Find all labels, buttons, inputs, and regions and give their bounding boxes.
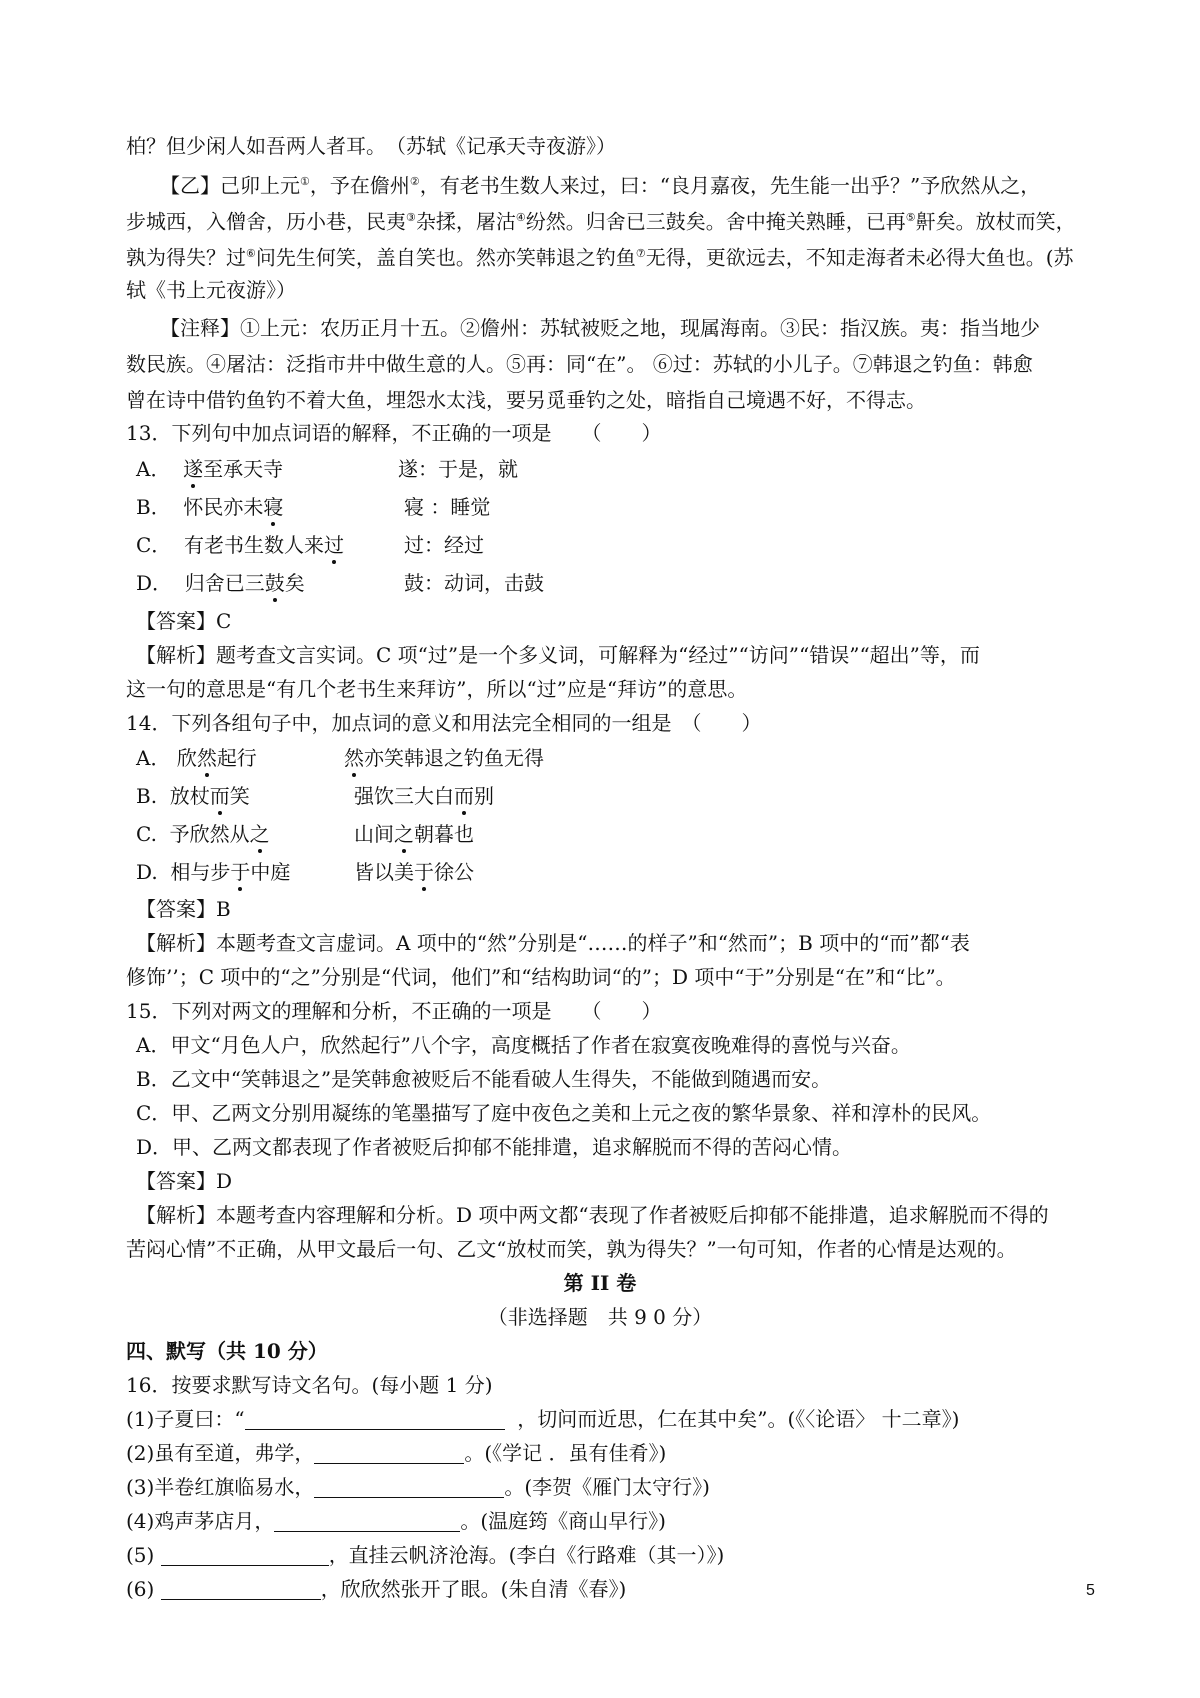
passage-line: 轼《书上元夜游》） (126, 278, 296, 302)
analysis-line: 修饰’’；C 项中的“之”分别是“代词，他们”和“结构助词“的”；D 项中“于”分别是“在”和“比”。 (126, 965, 956, 989)
option-b-compare (354, 783, 494, 809)
answer-blank[interactable] (161, 1545, 329, 1566)
fill-blank-item (126, 1542, 1096, 1568)
option-d-compare (354, 859, 474, 885)
question-stem: 15．下列对两文的理解和分析，不正确的一项是 （ ） (126, 999, 662, 1023)
emphasis-dot-char: 之 (249, 822, 270, 846)
analysis-line: 这一句的意思是“有几个老书生来拜访”，所以“过”应是“拜访”的意思。 (126, 677, 748, 701)
answer-blank[interactable] (274, 1511, 460, 1532)
text-run: 矣 (284, 571, 305, 595)
text-run: 亦笑韩退之钓鱼无得 (364, 746, 544, 770)
option-a (136, 456, 1106, 482)
text-run: 鼾矣。放杖而笑， (915, 209, 1076, 234)
option-label: A． (136, 457, 171, 481)
option-label: C． (136, 533, 172, 557)
note-line: 数民族。④屠沽：泛指市井中做生意的人。⑤再：同“在”。 ⑥过：苏轼的小儿子。⑦韩退之钓鱼：韩愈 (126, 352, 1033, 376)
analysis-line: 苦闷心情”不正确，从甲文最后一句、乙文“放杖而笑，孰为得失？”一句可知，作者的心情是达观的。 (126, 1237, 1017, 1261)
text-run: 孰为得失？过 (126, 245, 246, 270)
option-c (136, 821, 1106, 847)
emphasis-dot-char: 寝 (263, 495, 284, 519)
option-c-compare (354, 821, 474, 847)
text-run: 。(《学记 ．虽有佳肴》) (464, 1441, 667, 1465)
analysis-line: 【解析】本题考查文言虚词。A 项中的“然”分别是“……的样子”和“然而”；B 项中的“而”都“表 (136, 931, 970, 955)
page-number: 5 (1086, 1582, 1095, 1599)
passage-yi-line (160, 169, 1130, 199)
text-run: (5) (126, 1543, 161, 1567)
text-run: 有老书生数人来 (184, 533, 325, 557)
text-run: 杂揉，屠沽 (415, 209, 516, 234)
option-b (136, 494, 1106, 520)
fill-blank-item (126, 1508, 1096, 1534)
text-run: 山间 (354, 822, 394, 846)
option-c (136, 532, 1106, 558)
footnote-marker: ② (409, 175, 420, 188)
answer: 【答案】C (136, 609, 232, 633)
option-d: D．甲、乙两文都表现了作者被贬后抑郁不能排遣，追求解脱而不得的苦闷心情。 (136, 1135, 853, 1159)
text-run: 予欣然从 (169, 822, 250, 846)
emphasis-dot-char: 之 (394, 822, 414, 846)
text-run: 皆以美 (354, 860, 414, 884)
text-run: 别 (474, 784, 494, 808)
answer-blank[interactable] (314, 1443, 464, 1464)
footnote-marker: ⑤ (905, 211, 916, 224)
emphasis-dot-char: 而 (209, 784, 230, 808)
answer-blank[interactable] (161, 1579, 321, 1600)
option-b: B．乙文中“笑韩退之”是笑韩愈被贬后不能看破人生得失，不能做到随遇而安。 (136, 1067, 832, 1091)
text-run: ，切问而近思，仁在其中矣”。(《〈论语〉 十二章》) (517, 1407, 960, 1431)
footnote-marker: ④ (515, 211, 526, 224)
text-run: 归舍已三 (184, 571, 265, 595)
text-run: 。(李贺《雁门太守行》) (504, 1475, 710, 1499)
option-a-compare (344, 745, 544, 771)
question-stem: 14．下列各组句子中，加点词的意义和用法完全相同的一组是 （ ） (126, 711, 762, 735)
fill-blank-item (126, 1406, 1096, 1432)
text-run: 起行 (216, 746, 257, 770)
option-label: B． (136, 495, 171, 519)
option-label: A． (136, 746, 171, 770)
section-subtitle: （非选择题 共 9 0 分） (487, 1305, 713, 1329)
option-label: D． (136, 571, 173, 595)
text-run: ，欣欣然张开了眼。(朱自清《春》) (320, 1577, 627, 1601)
answer: 【答案】D (136, 1169, 233, 1193)
text-run: 无得，更欲远去，不知走海者未必得大鱼也。(苏 (645, 245, 1074, 270)
option-c: C．甲、乙两文分别用凝练的笔墨描写了庭中夜色之美和上元之夜的繁华景象、祥和淳朴的民风。 (136, 1101, 992, 1125)
note-line: 【注释】①上元：农历正月十五。②儋州：苏轼被贬之地，现属海南。③民：指汉族。夷：指当地少 (160, 316, 1040, 340)
analysis-line: 【解析】本题考查内容理解和分析。D 项中两文都“表现了作者被贬后抑郁不能排遣，追求解脱而不得的 (136, 1203, 1049, 1227)
option-a: A．甲文“月色人户，欣然起行”八个字，高度概括了作者在寂寞夜晚难得的喜悦与兴奋。 (136, 1033, 911, 1057)
text-run: 相与步 (170, 860, 231, 884)
question-stem: 13．下列句中加点词语的解释，不正确的一项是 （ ） (126, 421, 662, 445)
passage-line: 柏？但少闲人如吾两人者耳。 （苏轼《记承天寺夜游》） (126, 134, 616, 158)
text-run: ，有老书生数人来过，曰：“良月嘉夜，先生能一出乎？”予欣然从之， (419, 173, 1041, 198)
text-run: (6) (126, 1577, 161, 1601)
footnote-marker: ⑥ (246, 247, 256, 260)
option-b-definition: 寝 ：睡觉 (404, 495, 491, 519)
text-run: (4)鸡声茅店月， (126, 1509, 275, 1533)
text-run: 朝暮也 (414, 822, 474, 846)
text-run: ，直挂云帆济沧海。(李白《行路难（其一）》) (328, 1543, 725, 1567)
text-run: 中庭 (250, 860, 291, 884)
footnote-marker: ① (300, 175, 310, 188)
answer: 【答案】B (136, 897, 231, 921)
text-run: ，予在儋州 (309, 173, 410, 198)
text-run: (2)虽有至道，弗学， (126, 1441, 315, 1465)
option-c-definition: 过：经过 (404, 533, 484, 557)
footnote-marker: ③ (406, 211, 416, 224)
option-label: B. (136, 784, 158, 808)
text-run: 。(温庭筠《商山早行》) (460, 1509, 666, 1533)
part-heading: 四、默写（共 10 分） (126, 1339, 328, 1363)
question-stem: 16．按要求默写诗文名句。(每小题 1 分) (126, 1373, 493, 1397)
text-run: 怀民亦未 (183, 495, 264, 519)
text-run: 问先生何笑，盖自笑也。然亦笑韩退之钓鱼 (255, 245, 636, 270)
text-run: 至承天寺 (203, 457, 284, 481)
text-run: 放杖 (169, 784, 210, 808)
footnote-marker: ⑦ (635, 247, 646, 260)
text-run: 【乙】己卯上元 (160, 173, 300, 198)
option-a (136, 745, 1106, 771)
option-d (136, 859, 1106, 885)
text-run: 徐公 (434, 860, 474, 884)
option-b (136, 783, 1106, 809)
option-d (136, 570, 1106, 596)
answer-blank[interactable] (245, 1409, 505, 1430)
analysis-line: 【解析】题考查文言实词。C 项“过”是一个多义词，可解释为“经过”“访问”“错误”“超出”等，而 (136, 643, 980, 667)
option-label: D. (136, 860, 158, 884)
text-run: (1)子夏曰：“ (126, 1407, 245, 1431)
text-run: 欣 (176, 746, 197, 770)
emphasis-dot-char: 鼓 (264, 571, 285, 595)
option-d-definition: 鼓：动词，击鼓 (404, 571, 544, 595)
emphasis-dot-char: 于 (230, 860, 251, 884)
text-run: (3)半卷红旗临易水， (126, 1475, 315, 1499)
emphasis-dot-char: 然 (344, 746, 364, 770)
fill-blank-item (126, 1474, 1096, 1500)
fill-blank-item (126, 1576, 1096, 1602)
text-run: 纷然。归舍已三鼓矣。舍中掩关熟睡，已再 (525, 209, 906, 234)
option-a-definition: 遂：于是，就 (398, 457, 518, 481)
emphasis-dot-char: 过 (324, 533, 345, 557)
passage-yi-line (126, 241, 1096, 271)
emphasis-dot-char: 遂 (183, 457, 204, 481)
text-run: 笑 (229, 784, 250, 808)
section-title: 第 II 卷 (563, 1271, 637, 1295)
answer-blank[interactable] (314, 1477, 504, 1498)
emphasis-dot-char: 于 (414, 860, 434, 884)
emphasis-dot-char: 而 (454, 784, 474, 808)
fill-blank-item (126, 1440, 1096, 1466)
passage-yi-line (126, 205, 1096, 235)
note-line: 曾在诗中借钓鱼钓不着大鱼，埋怨水太浅，要另觅垂钓之处，暗指自己境遇不好，不得志。 (126, 388, 926, 412)
text-run: 步城西，入僧舍，历小巷，民夷 (126, 209, 406, 234)
emphasis-dot-char: 然 (196, 746, 217, 770)
text-run: 强饮三大白 (354, 784, 454, 808)
option-label: C. (136, 822, 157, 846)
